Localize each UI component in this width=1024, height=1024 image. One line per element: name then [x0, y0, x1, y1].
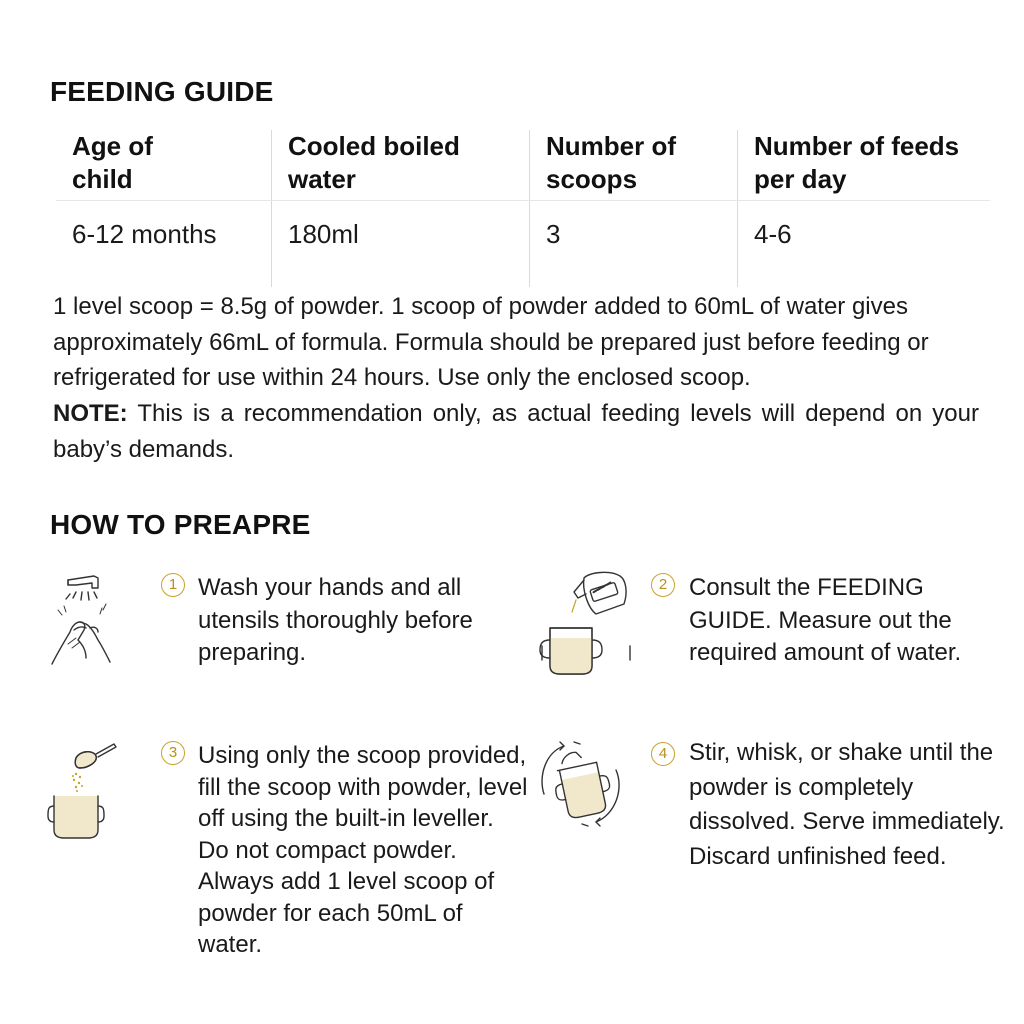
header-water-line1: Cooled boiled	[288, 131, 460, 161]
note-paragraph	[53, 396, 979, 467]
shake-cup-icon	[534, 736, 630, 832]
header-scoops-line2: scoops	[546, 164, 638, 194]
step-1-number: 1	[161, 573, 185, 597]
header-feeds-line1: Number of feeds	[754, 131, 960, 161]
step-4-text: Stir, whisk, or shake until the powder is completely dissolved. Serve immediately. Discard unfinished feed.	[689, 739, 1005, 870]
note-label: NOTE:	[53, 400, 128, 427]
hand-wash-icon	[46, 570, 116, 670]
header-age-line1: Age of	[72, 131, 153, 161]
table-row	[56, 201, 990, 288]
header-water	[272, 130, 530, 201]
header-age-line2: child	[72, 164, 133, 194]
feeding-guide-title: FEEDING GUIDE	[50, 76, 274, 107]
header-feeds	[738, 130, 991, 201]
table-header-row	[56, 130, 990, 201]
step-2-text: Consult the FEEDING GUIDE. Measure out the required amount of water.	[689, 574, 962, 666]
feeding-guide-table	[56, 130, 990, 287]
header-scoops	[530, 130, 738, 201]
cell-scoops: 3	[530, 201, 738, 288]
scoop-info-paragraph: 1 level scoop = 8.5g of powder. 1 scoop of powder added to 60mL of water gives approximately 66mL of formula. Formula should be prepared just before feeding or refrigerated for use within 24 hours. Use only the enclosed scoop.	[53, 293, 929, 391]
header-age	[56, 130, 272, 201]
step-1-text: Wash your hands and all utensils thoroughly before preparing.	[198, 574, 473, 666]
cell-water: 180ml	[272, 201, 530, 288]
header-water-line2: water	[288, 164, 356, 194]
header-scoops-line1: Number of	[546, 131, 676, 161]
step-3-number: 3	[161, 741, 185, 765]
cell-age: 6-12 months	[56, 201, 272, 288]
header-feeds-line2: per day	[754, 164, 847, 194]
cell-feeds: 4-6	[754, 219, 792, 249]
step-3-text: Using only the scoop provided, fill the scoop with powder, level off using the built-in leveller. Do not compact powder. Always add 1 level scoop of powder for each 50mL of water.	[198, 742, 528, 958]
step-2-number: 2	[651, 573, 675, 597]
step-4-number: 4	[651, 742, 675, 766]
scoop-powder-icon	[46, 740, 146, 840]
note-text: This is a recommendation only, as actual feeding levels will depend on your baby’s demands.	[53, 400, 979, 463]
kettle-pour-icon	[536, 568, 636, 678]
how-to-prepare-title: HOW TO PREAPRE	[50, 509, 311, 540]
